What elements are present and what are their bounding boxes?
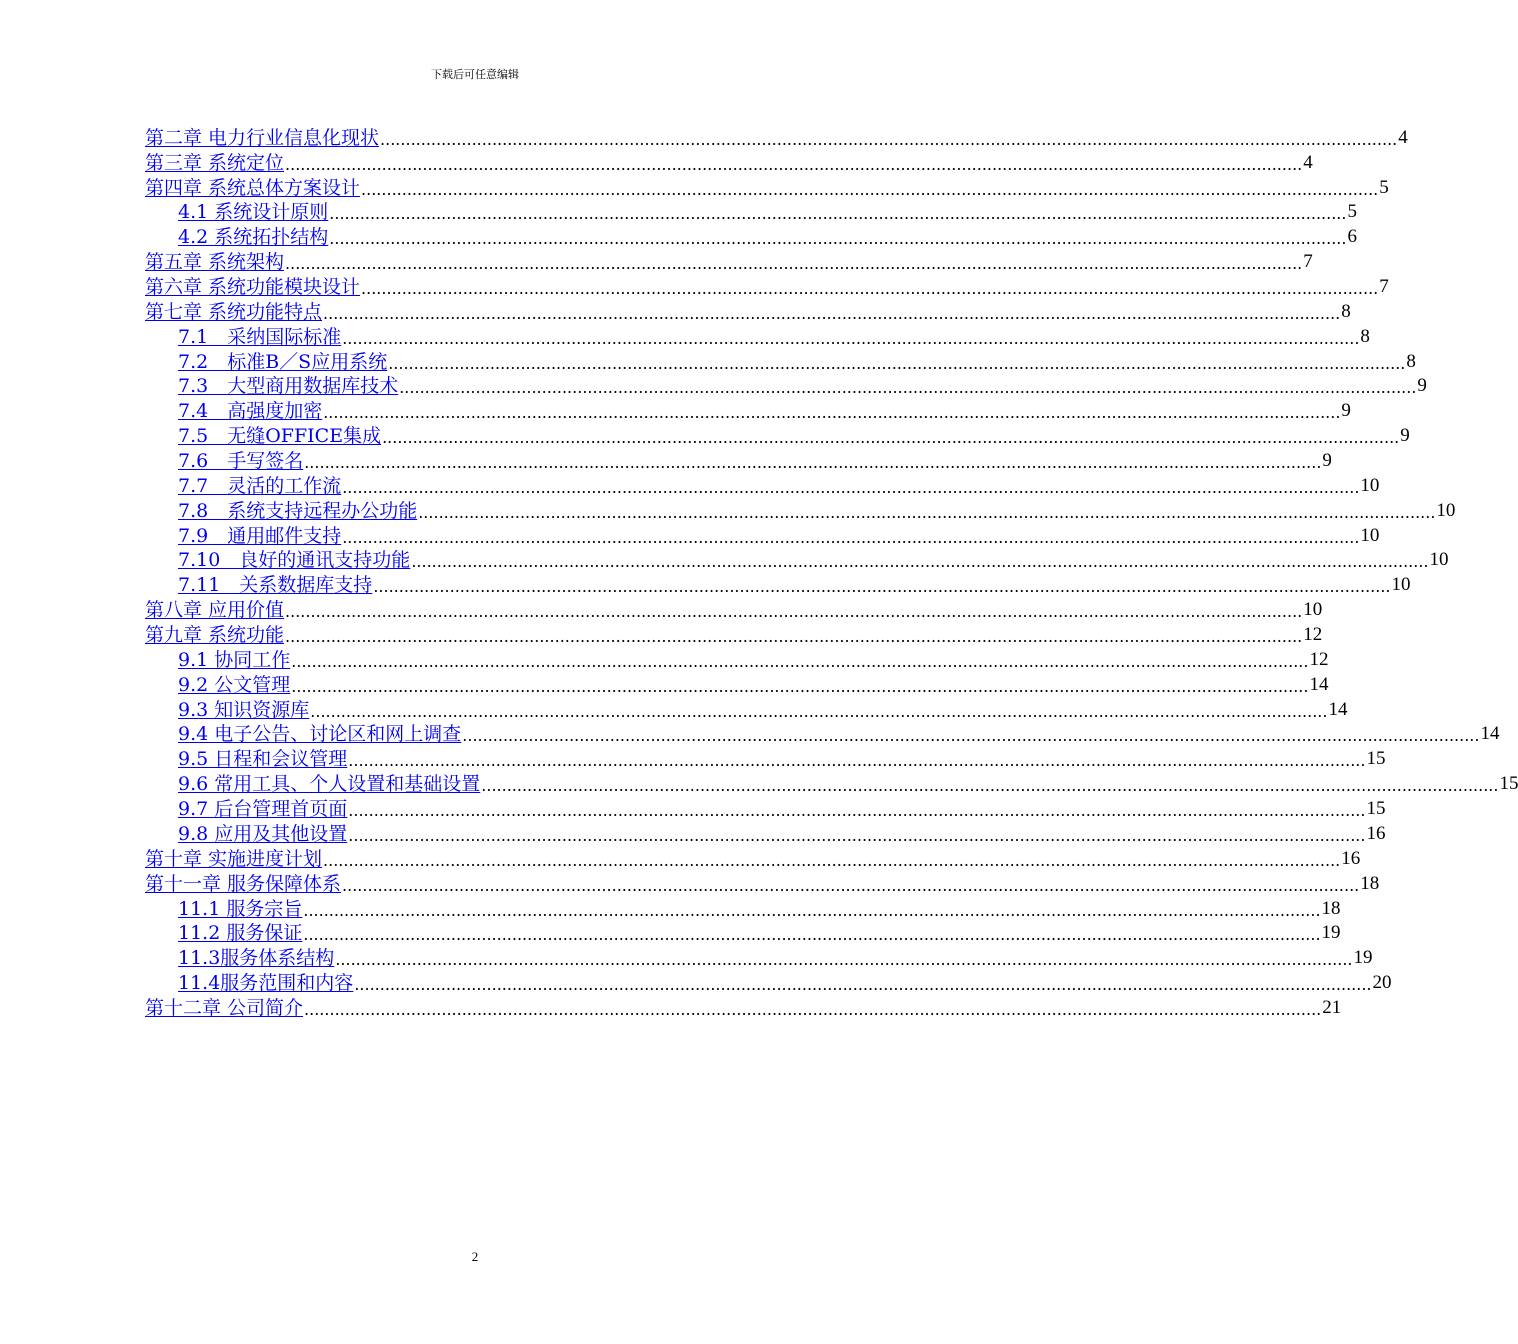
dot-leader: ........................................................................................................................................................................................................ [310, 701, 1328, 721]
dot-leader: ........................................................................................................................................................................................................ [411, 552, 1429, 572]
toc-entry[interactable] [145, 944, 1373, 970]
dot-leader: ........................................................................................................................................................................................................ [285, 154, 1303, 174]
toc-entry[interactable] [145, 248, 1313, 274]
dot-leader: ........................................................................................................................................................................................................ [399, 378, 1417, 398]
toc-link[interactable]: 7.5 无缝OFFICE集成 [178, 425, 382, 448]
dot-leader: ........................................................................................................................................................................................................ [291, 676, 1309, 696]
toc-page-number: 10 [1436, 499, 1456, 521]
toc-link[interactable]: 9.6 常用工具、个人设置和基础设置 [178, 773, 481, 796]
toc-entry[interactable] [145, 174, 1389, 199]
toc-page-number: 5 [1379, 176, 1389, 198]
toc-link[interactable]: 7.10 良好的通讯支持功能 [178, 549, 411, 572]
toc-link[interactable]: 11.3服务体系结构 [178, 947, 335, 970]
dot-leader: ........................................................................................................................................................................................................ [323, 403, 1341, 423]
toc-page-number: 19 [1321, 922, 1341, 944]
toc-page-number: 16 [1366, 822, 1386, 844]
toc-page-number: 5 [1347, 201, 1357, 223]
toc-link[interactable]: 第九章 系统功能 [145, 624, 285, 647]
dot-leader: ........................................................................................................................................................................................................ [348, 801, 1366, 821]
toc-page-number: 4 [1398, 126, 1408, 148]
dot-leader: ........................................................................................................................................................................................................ [285, 254, 1303, 274]
dot-leader: ........................................................................................................................................................................................................ [304, 999, 1322, 1019]
toc-page-number: 10 [1303, 599, 1323, 621]
toc-entry[interactable] [145, 770, 1518, 796]
toc-entry[interactable] [145, 745, 1386, 771]
toc-entry[interactable] [145, 795, 1386, 821]
toc-entry[interactable] [145, 721, 1500, 746]
toc-entry[interactable] [145, 646, 1329, 671]
toc-entry[interactable] [145, 298, 1351, 323]
toc-page-number: 20 [1372, 972, 1392, 994]
toc-link[interactable]: 4.2 系统拓扑结构 [178, 226, 329, 249]
dot-leader: ........................................................................................................................................................................................................ [373, 577, 1391, 597]
toc-page-number: 9 [1322, 450, 1332, 472]
toc-page-number: 8 [1360, 325, 1370, 347]
toc-entry[interactable] [145, 571, 1411, 597]
toc-page-number: 10 [1360, 524, 1380, 546]
toc-link[interactable]: 第五章 系统架构 [145, 251, 285, 274]
dot-leader: ........................................................................................................................................................................................................ [329, 204, 1347, 224]
dot-leader: ........................................................................................................................................................................................................ [342, 477, 1360, 497]
toc-link[interactable]: 7.7 灵活的工作流 [178, 474, 342, 497]
toc-entry[interactable] [145, 447, 1332, 473]
toc-entry[interactable] [145, 547, 1449, 572]
toc-page-number: 19 [1353, 947, 1373, 969]
toc-link[interactable]: 第二章 电力行业信息化现状 [145, 126, 380, 149]
page-number: 2 [471, 1249, 479, 1264]
toc-page-number: 10 [1360, 474, 1380, 496]
toc-entry[interactable] [145, 373, 1427, 398]
toc-page-number: 12 [1303, 624, 1323, 646]
toc-entry[interactable] [145, 596, 1323, 622]
dot-leader: ........................................................................................................................................................................................................ [342, 527, 1360, 547]
toc-entry[interactable] [145, 621, 1323, 647]
toc-page-number: 18 [1360, 872, 1380, 894]
dot-leader: ........................................................................................................................................................................................................ [382, 428, 1400, 448]
toc-link[interactable]: 7.8 系统支持远程办公功能 [178, 499, 418, 522]
toc-page-number: 14 [1480, 723, 1500, 745]
toc-entry[interactable] [145, 671, 1329, 696]
toc-link[interactable]: 7.1 采纳国际标准 [178, 325, 342, 348]
toc-entry[interactable] [145, 969, 1392, 995]
toc-entry[interactable] [145, 920, 1341, 945]
dot-leader: ........................................................................................................................................................................................................ [380, 129, 1398, 149]
toc-page-number: 10 [1429, 549, 1449, 571]
toc-entry[interactable] [145, 696, 1348, 721]
toc-page-number: 7 [1303, 251, 1313, 273]
toc-page-number: 14 [1309, 673, 1329, 695]
header-note: 下载后可任意编辑 [431, 68, 519, 81]
toc-link[interactable]: 11.1 服务宗旨 [178, 897, 303, 920]
toc-link[interactable]: 第四章 系统总体方案设计 [145, 176, 361, 199]
toc-link[interactable]: 第六章 系统功能模块设计 [145, 276, 361, 299]
toc-link[interactable]: 9.8 应用及其他设置 [178, 822, 348, 845]
toc-link[interactable]: 第十章 实施进度计划 [145, 847, 323, 870]
toc-page-number: 14 [1328, 698, 1348, 720]
dot-leader: ........................................................................................................................................................................................................ [285, 627, 1303, 647]
toc-link[interactable]: 7.6 手写签名 [178, 450, 304, 473]
dot-leader: ........................................................................................................................................................................................................ [348, 751, 1366, 771]
toc-page-number: 7 [1379, 276, 1389, 298]
toc-entry[interactable] [145, 845, 1361, 870]
toc-page-number: 8 [1341, 300, 1351, 322]
dot-leader: ........................................................................................................................................................................................................ [329, 229, 1347, 249]
toc-page-number: 15 [1366, 798, 1386, 820]
toc-page-number: 12 [1309, 648, 1329, 670]
toc-link[interactable]: 7.4 高强度加密 [178, 400, 323, 423]
toc-page-number: 9 [1400, 425, 1410, 447]
dot-leader: ........................................................................................................................................................................................................ [342, 328, 1360, 348]
dot-leader: ........................................................................................................................................................................................................ [323, 303, 1341, 323]
toc-link[interactable]: 第十二章 公司简介 [145, 996, 304, 1019]
toc-link[interactable]: 9.2 公文管理 [178, 673, 291, 696]
toc-page-number: 15 [1499, 773, 1518, 795]
toc-link[interactable]: 9.4 电子公告、讨论区和网上调查 [178, 723, 462, 746]
toc-entry[interactable] [145, 124, 1408, 149]
toc-entry[interactable] [145, 820, 1386, 845]
toc-entry[interactable] [145, 199, 1357, 224]
dot-leader: ........................................................................................................................................................................................................ [303, 925, 1321, 945]
toc-entry[interactable] [145, 149, 1313, 174]
dot-leader: ........................................................................................................................................................................................................ [323, 850, 1341, 870]
toc-page-number: 21 [1322, 996, 1342, 1018]
dot-leader: ........................................................................................................................................................................................................ [481, 776, 1499, 796]
toc-link[interactable]: 7.9 通用邮件支持 [178, 524, 342, 547]
toc-link[interactable]: 11.4服务范围和内容 [178, 972, 354, 995]
dot-leader: ........................................................................................................................................................................................................ [342, 875, 1360, 895]
toc-entry[interactable] [145, 522, 1380, 547]
toc-entry[interactable] [145, 870, 1380, 895]
dot-leader: ........................................................................................................................................................................................................ [462, 726, 1480, 746]
toc-page-number: 9 [1341, 400, 1351, 422]
toc-entry[interactable] [145, 397, 1351, 423]
toc-page-number: 10 [1391, 574, 1411, 596]
toc-link[interactable]: 9.3 知识资源库 [178, 698, 310, 721]
toc-link[interactable]: 9.1 协同工作 [178, 648, 291, 671]
toc-entry[interactable] [145, 348, 1416, 373]
toc-link[interactable]: 第三章 系统定位 [145, 151, 285, 174]
toc-entry[interactable] [145, 273, 1389, 299]
dot-leader: ........................................................................................................................................................................................................ [335, 950, 1353, 970]
toc-page-number: 8 [1406, 350, 1416, 372]
toc-link[interactable]: 7.3 大型商用数据库技术 [178, 375, 399, 398]
toc-page-number: 9 [1417, 375, 1427, 397]
toc-link[interactable]: 7.11 关系数据库支持 [178, 574, 373, 597]
toc-link[interactable]: 7.2 标准B／S应用系统 [178, 350, 388, 373]
toc-entry[interactable] [145, 223, 1357, 249]
dot-leader: ........................................................................................................................................................................................................ [361, 179, 1379, 199]
toc-link[interactable]: 4.1 系统设计原则 [178, 201, 329, 224]
toc-page-number: 16 [1341, 847, 1361, 869]
toc-entry[interactable] [145, 323, 1370, 348]
toc-page-number: 15 [1366, 748, 1386, 770]
toc-link[interactable]: 9.5 日程和会议管理 [178, 748, 348, 771]
dot-leader: ........................................................................................................................................................................................................ [304, 453, 1322, 473]
dot-leader: ........................................................................................................................................................................................................ [388, 353, 1406, 373]
toc-entry[interactable] [145, 497, 1456, 522]
dot-leader: ........................................................................................................................................................................................................ [303, 900, 1321, 920]
toc-page-number: 18 [1321, 897, 1341, 919]
toc-link[interactable]: 11.2 服务保证 [178, 922, 303, 945]
toc-entry[interactable] [145, 422, 1410, 448]
toc-link[interactable]: 第十一章 服务保障体系 [145, 872, 342, 895]
dot-leader: ........................................................................................................................................................................................................ [291, 651, 1309, 671]
dot-leader: ........................................................................................................................................................................................................ [418, 502, 1436, 522]
table-of-contents [145, 124, 1518, 1019]
toc-entry[interactable] [145, 994, 1342, 1019]
dot-leader: ........................................................................................................................................................................................................ [354, 975, 1372, 995]
toc-entry[interactable] [145, 472, 1380, 497]
dot-leader: ........................................................................................................................................................................................................ [285, 602, 1303, 622]
dot-leader: ........................................................................................................................................................................................................ [361, 279, 1379, 299]
toc-link[interactable]: 第七章 系统功能特点 [145, 300, 323, 323]
toc-link[interactable]: 第八章 应用价值 [145, 599, 285, 622]
toc-page-number: 6 [1347, 226, 1357, 248]
dot-leader: ........................................................................................................................................................................................................ [348, 825, 1366, 845]
toc-link[interactable]: 9.7 后台管理首页面 [178, 798, 348, 821]
toc-page-number: 4 [1303, 151, 1313, 173]
toc-entry[interactable] [145, 895, 1341, 920]
